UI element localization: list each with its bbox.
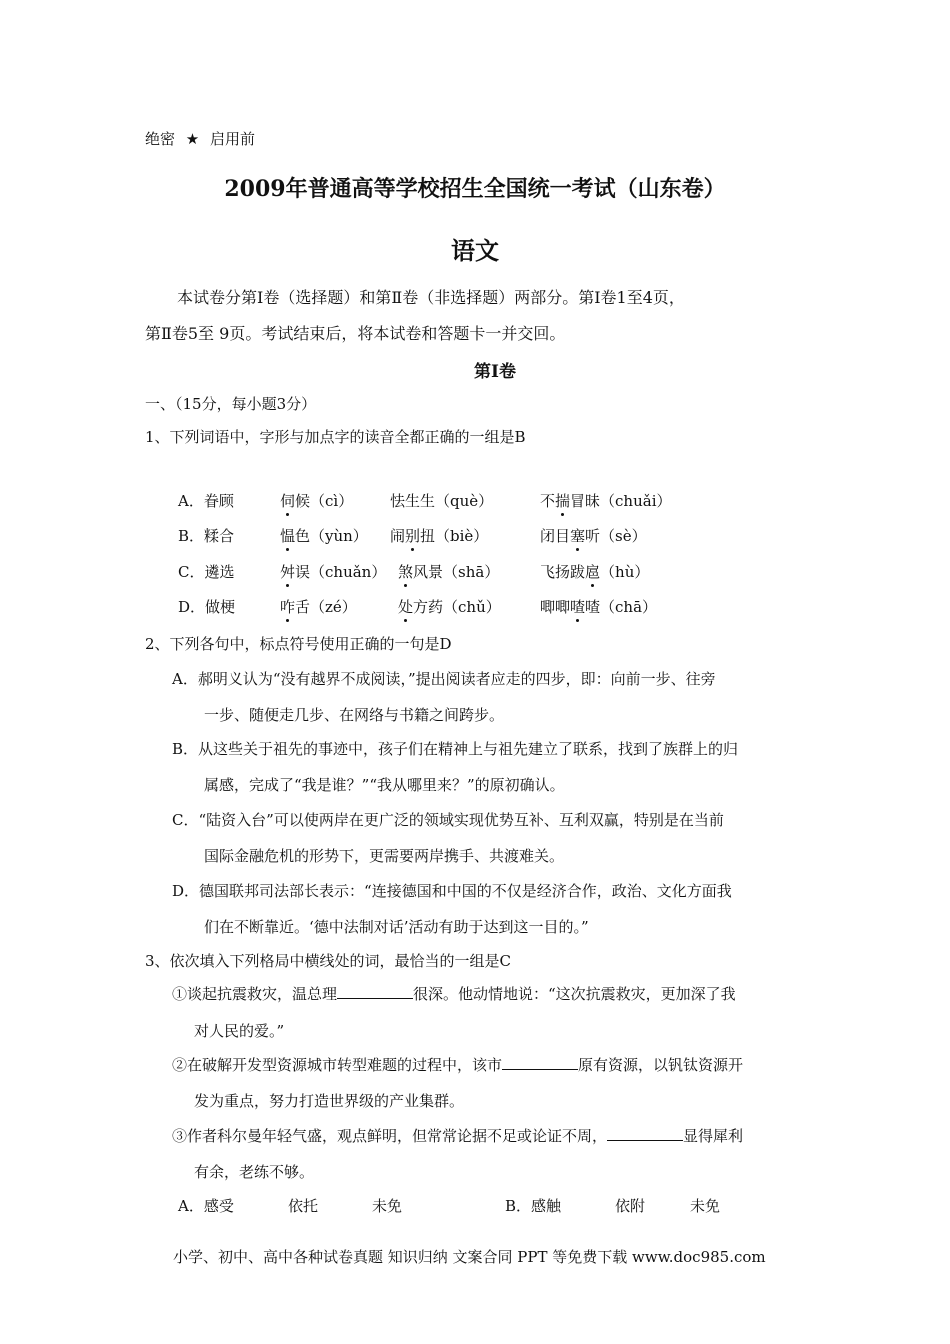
q1-option-b-word3 [540, 525, 647, 546]
q3-sentence-2-line1 [172, 1054, 743, 1075]
sentence-text: ①谈起抗震救灾，温总理 [172, 985, 338, 1003]
word-text: 唧唧 [540, 598, 571, 616]
q2-option-d-line2: 们在不断靠近。‘德中法制对话’活动有助于达到这一目的。” [204, 918, 589, 936]
word-text: 候（cì） [295, 492, 354, 510]
word-text: 飞扬跋 [540, 563, 586, 581]
q1-option-d-label: D．做梗 [178, 598, 236, 616]
q1-option-c-label: C．遴选 [178, 563, 235, 581]
word-text: 方药（chǔ） [413, 598, 501, 616]
fill-blank [337, 984, 413, 999]
secret-label [145, 128, 255, 149]
word-text: 风景（shā） [413, 563, 500, 581]
word-text: 不 [540, 492, 556, 510]
dotted-char: 扈 [585, 563, 601, 581]
word-text: 冒昧（chuǎi） [570, 492, 672, 510]
q3-sentence-3-line2: 有余，老练不够。 [194, 1163, 315, 1181]
word-text: 扭（biè） [420, 527, 489, 545]
q1-option-a-word3 [540, 490, 672, 511]
word-text: 喳（chā） [585, 598, 658, 616]
q3-sentence-1-line2: 对人民的爱。” [194, 1022, 285, 1040]
q2-option-d-line1: D．德国联邦司法部长表示：“连接德国和中国的不仅是经济合作，政治、文化方面我 [172, 882, 732, 900]
dotted-char: 处 [398, 598, 414, 616]
word-text: 误（chuǎn） [295, 563, 387, 581]
star-icon: ★ [185, 130, 200, 148]
dotted-char: 揣 [555, 492, 571, 510]
word-text: què [450, 492, 479, 510]
secret-text: 绝密 [145, 130, 176, 148]
q1-option-d-word2 [398, 596, 501, 617]
sentence-text: 显得犀利 [683, 1127, 744, 1145]
dotted-char: 伺 [280, 492, 296, 510]
dotted-char: 咋 [280, 598, 296, 616]
sentence-text: ③作者科尔曼年轻气盛，观点鲜明，但常常论据不足或论证不周， [172, 1127, 608, 1145]
q1-option-c-word1 [280, 561, 386, 582]
dotted-char: 舛 [280, 563, 296, 581]
word-text: 色（yùn） [295, 527, 368, 545]
fill-blank [502, 1055, 578, 1070]
q3-option-b-word2: 依附 [615, 1197, 646, 1215]
word-text: （hù） [600, 563, 650, 581]
word-text: ） [478, 492, 494, 510]
word-text: 闹 [390, 527, 406, 545]
sentence-text: 很深。他动情地说：“这次抗震救灾，更加深了我 [413, 985, 736, 1003]
sentence-text: ②在破解开发型资源城市转型难题的过程中，该市 [172, 1056, 503, 1074]
word-text: 听（sè） [585, 527, 647, 545]
q3-option-b-word3: 未免 [690, 1197, 721, 1215]
q1-option-d-word3 [540, 596, 657, 617]
q1-option-b-label: B．糅合 [178, 527, 235, 545]
q2-option-a-line2: 一步、随便走几步、在网络与书籍之间跨步。 [204, 706, 505, 724]
q3-sentence-1-line1 [172, 983, 736, 1004]
subject-title: 语文 [451, 236, 499, 265]
intro-line-2: 第Ⅱ卷5至 9页。考试结束后，将本试卷和答题卡一并交回。 [145, 324, 566, 343]
q1-option-a-word1 [280, 490, 353, 511]
q3-sentence-3-line1 [172, 1125, 743, 1146]
q2-option-c-line2: 国际金融危机的形势下，更需要两岸携手、共渡难关。 [204, 847, 565, 865]
dotted-char: 煞 [398, 563, 414, 581]
intro-line-1: 本试卷分第Ⅰ卷（选择题）和第Ⅱ卷（非选择题）两部分。第Ⅰ卷1至4页， [177, 288, 685, 307]
question-3-stem: 3、依次填入下列格局中横线处的词，最恰当的一组是C [145, 952, 512, 970]
q2-option-b-line2: 属感，完成了“我是谁？”“我从哪里来？”的原初确认。 [204, 776, 565, 794]
q1-option-a-label: A．眷顾 [178, 492, 234, 510]
sentence-text: 原有资源，以钒钛资源开 [578, 1056, 744, 1074]
question-2-stem: 2、下列各句中，标点符号使用正确的一句是D [145, 635, 452, 653]
dotted-char: 愠 [280, 527, 296, 545]
fill-blank [607, 1126, 683, 1141]
q2-option-a-line1: A．郝明义认为“没有越界不成阅读，”提出阅读者应走的四步，即：向前一步、往旁 [172, 670, 716, 688]
section-one-heading: 一、（15分，每小题3分） [145, 395, 317, 413]
q1-option-c-word3 [540, 561, 649, 582]
word-text: 舌（zé） [295, 598, 357, 616]
question-1-stem: 1、下列词语中，字形与加点字的读音全都正确的一组是B [145, 428, 526, 446]
q3-option-a-word2: 依托 [288, 1197, 319, 1215]
q2-option-b-line1: B．从这些关于祖先的事迹中，孩子们在精神上与祖先建立了联系，找到了族群上的归 [172, 740, 739, 758]
word-text: 闭目 [540, 527, 571, 545]
q1-option-d-word1 [280, 596, 357, 617]
exam-title: 2009年普通高等学校招生全国统一考试（山东卷） [224, 176, 726, 202]
dotted-char: 塞 [570, 527, 586, 545]
q1-option-b-word1 [280, 525, 368, 546]
q2-option-c-line1: C．“陆资入台”可以使两岸在更广泛的领域实现优势互补、互利双赢，特别是在当前 [172, 811, 724, 829]
q1-option-b-word2 [390, 525, 488, 546]
word-text: 怯生生（ [390, 492, 451, 510]
dotted-char: 喳 [570, 598, 586, 616]
q3-option-b-label: B．感触 [505, 1197, 562, 1215]
part-one-heading: 第Ⅰ卷 [474, 362, 516, 382]
q3-option-a-word3: 未免 [372, 1197, 403, 1215]
q1-option-a-word2 [390, 490, 493, 511]
footer-note: 小学、初中、高中各种试卷真题 知识归纳 文案合同 PPT 等免费下载 www.doc985.com [173, 1248, 766, 1266]
dotted-char: 别 [405, 527, 421, 545]
q3-sentence-2-line2: 发为重点，努力打造世界级的产业集群。 [194, 1092, 465, 1110]
before-use-text: 启用前 [210, 130, 256, 148]
q1-option-c-word2 [398, 561, 499, 582]
q3-option-a-label: A．感受 [178, 1197, 234, 1215]
